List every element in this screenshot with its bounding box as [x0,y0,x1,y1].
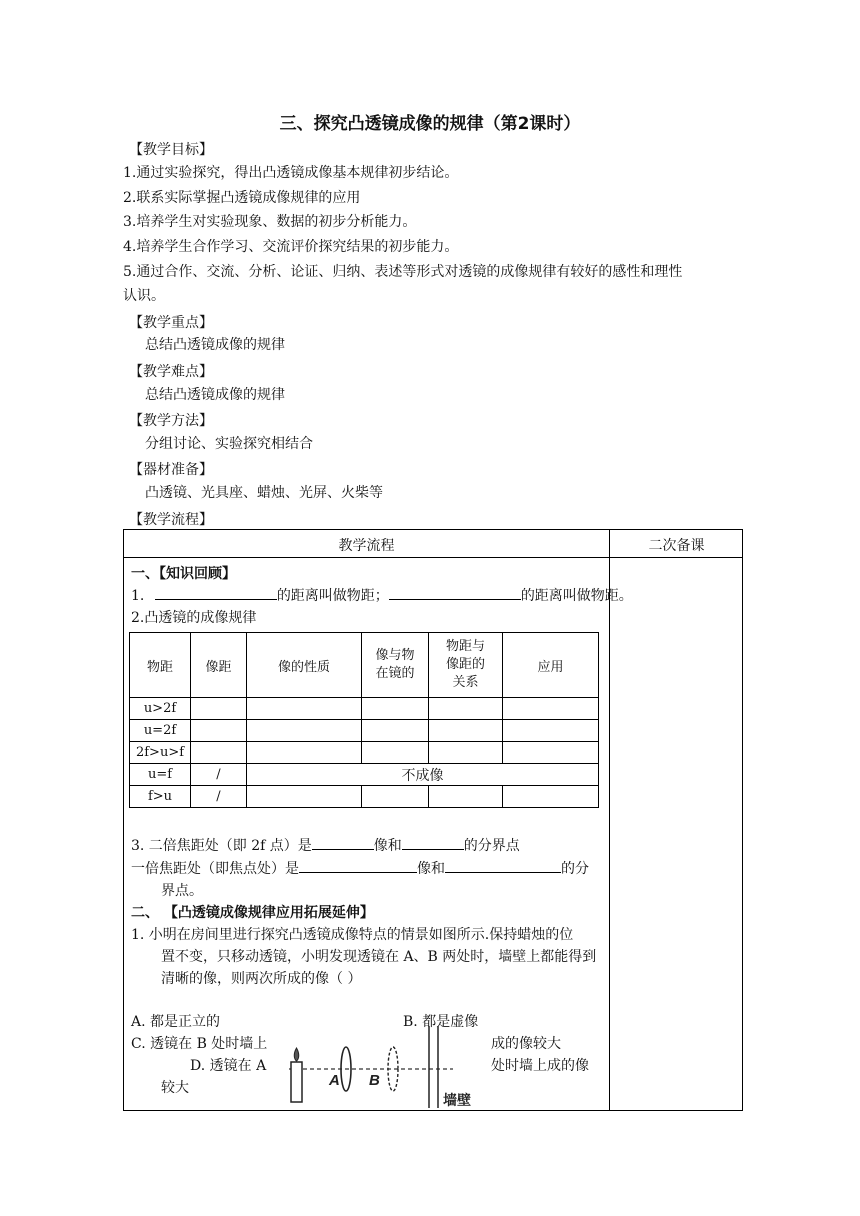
blank-1 [155,585,277,600]
lens-figure [283,1024,493,1110]
method-text: 分组讨论、实验探究相结合 [145,436,313,452]
option-d-part1: D. 透镜在 A [190,1058,267,1074]
row-label: u=f [130,764,191,786]
slash-cell: / [191,786,247,808]
option-b: B. 都是虚像 [403,1014,479,1030]
row-label: 2f>u>f [130,742,191,764]
blank-5 [299,858,417,873]
empty-cell [503,720,599,742]
objective-5: 5.通过合作、交流、分析、论证、归纳、表述等形式对透镜的成像规律有较好的感性和理性 [123,264,683,280]
label-a: A [329,1072,340,1089]
equipment-heading: 【器材准备】 [129,462,213,478]
objective-2: 2.联系实际掌握凸透镜成像规律的应用 [123,190,361,206]
row-label: f>u [130,786,191,808]
flame-icon [294,1048,299,1061]
review-q1-end: 的距离叫做物距。 [520,588,633,604]
empty-cell [362,742,429,764]
th-image-distance: 像距 [191,633,247,698]
empty-cell [191,742,247,764]
th-distance-relation: 物距与 像距的 关系 [429,633,503,698]
option-a: A. 都是正立的 [131,1014,221,1030]
blank-4 [402,835,464,850]
review-q1 [131,585,633,605]
label-b: B [369,1072,380,1089]
objective-1: 1.通过实验探究，得出凸透镜成像基本规律初步结论。 [123,165,459,181]
objective-3: 3.培养学生对实验现象、数据的初步分析能力。 [123,214,417,230]
empty-cell [429,786,503,808]
empty-cell [429,698,503,720]
empty-cell [429,742,503,764]
imaging-rules-table [129,632,599,808]
empty-cell [362,786,429,808]
empty-cell [362,720,429,742]
blank-3 [312,835,374,850]
review-heading: 一、【知识回顾】 [131,566,236,582]
q3-line1: 3. 二倍焦距处（即 2f 点）是 像和 的分界点 [131,835,520,855]
objectives-heading: 【教学目标】 [129,142,213,158]
slash-cell: / [191,764,247,786]
blank-2 [389,585,521,600]
option-c-part2: 成的像较大 [491,1036,561,1052]
empty-cell [503,742,599,764]
objective-4: 4.培养学生合作学习、交流评价探究结果的初步能力。 [123,239,459,255]
ext-q1-line2: 置不变，只移动透镜，小明发现透镜在 A、B 两处时，墙壁上都能得到 [161,949,597,965]
col-header-process: 教学流程 [338,538,395,554]
empty-cell [429,720,503,742]
empty-cell [362,698,429,720]
option-d-part2: 处时墙上成的像 [491,1058,589,1074]
candle-icon [291,1062,302,1102]
review-q2: 2.凸透镜的成像规律 [131,610,257,626]
objective-5-cont: 认识。 [123,288,165,304]
key-point-heading: 【教学重点】 [129,315,213,331]
method-heading: 【教学方法】 [129,413,213,429]
no-image-cell: 不成像 [247,764,599,786]
extension-heading: 二、 【凸透镜成像规律应用拓展延伸】 [131,905,374,921]
th-application: 应用 [503,633,599,698]
wall-label: 墙壁 [443,1093,471,1109]
process-table-header-rule [124,557,742,558]
empty-cell [247,698,362,720]
row-label: u=2f [130,720,191,742]
option-c-part1: C. 透镜在 B 处时墙上 [131,1036,268,1052]
difficulty-text: 总结凸透镜成像的规律 [145,387,285,403]
empty-cell [247,720,362,742]
process-table-divider [609,530,610,1110]
row-label: u>2f [130,698,191,720]
th-image-nature: 像的性质 [247,633,362,698]
blank-6 [445,858,561,873]
q3-line2: 一倍焦距处（即焦点处）是 像和 的分 [131,858,589,878]
equipment-text: 凸透镜、光具座、蜡烛、光屏、火柴等 [145,485,383,501]
empty-cell [247,786,362,808]
difficulty-heading: 【教学难点】 [129,364,213,380]
empty-cell [191,720,247,742]
option-d-part3: 较大 [161,1080,189,1096]
empty-cell [191,698,247,720]
col-header-second-prep: 二次备课 [648,538,705,554]
th-image-object-side: 像与物 在镜的 [362,633,429,698]
process-heading: 【教学流程】 [129,512,213,528]
review-q1-prefix: 1. [131,588,145,604]
ext-q1-line1: 1. 小明在房间里进行探究凸透镜成像特点的情景如图所示.保持蜡烛的位 [131,927,574,943]
empty-cell [247,742,362,764]
empty-cell [503,786,599,808]
th-object-distance: 物距 [130,633,191,698]
review-q1-mid: 的距离叫做物距； [276,588,389,604]
empty-cell [503,698,599,720]
key-point-text: 总结凸透镜成像的规律 [145,337,285,353]
ext-q1-line3: 清晰的像，则两次所成的像（ ） [161,971,362,987]
page-title: 三、探究凸透镜成像的规律（第2课时） [279,114,581,134]
q3-line3: 界点。 [161,883,203,899]
